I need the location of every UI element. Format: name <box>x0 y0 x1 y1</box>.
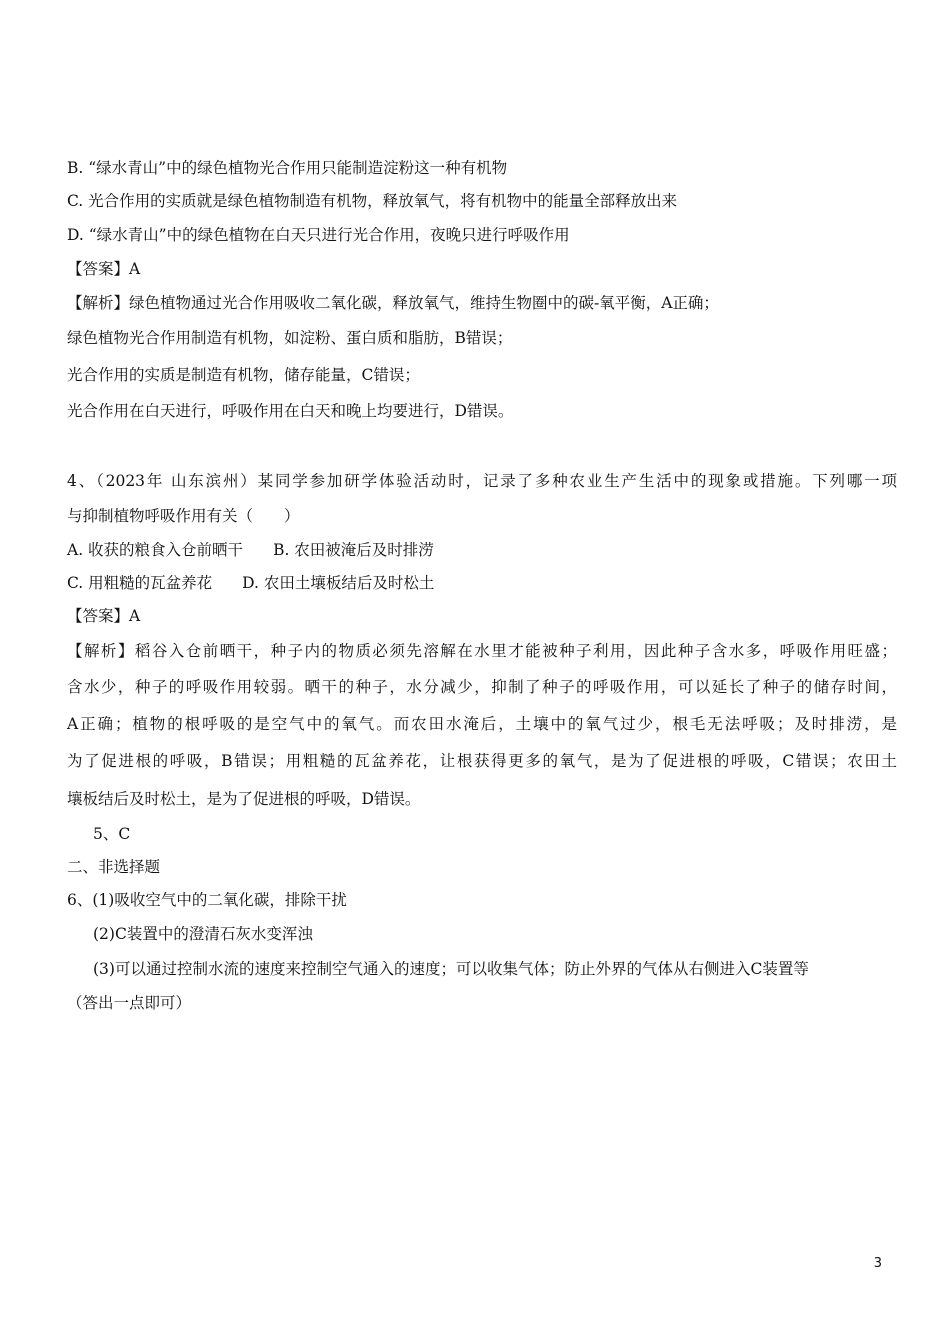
q4-analysis-line: A正确；植物的根呼吸的是空气中的氧气。而农田水淹后，土壤中的氧气过少，根毛无法呼吸；及时排涝，是 <box>67 715 897 733</box>
q4-option-c: C. 用粗糙的瓦盆养花 <box>67 574 213 592</box>
q3-option-b: B. “绿水青山”中的绿色植物光合作用只能制造淀粉这一种有机物 <box>67 159 508 177</box>
q4-analysis-line: 【解析】稻谷入仓前晒干，种子内的物质必须先溶解在水里才能被种子利用，因此种子含水多，呼吸作用旺盛； <box>67 642 897 660</box>
q4-answer: 【答案】A <box>67 607 141 625</box>
q6-part-2: (2)C装置中的澄清石灰水变浑浊 <box>93 925 313 943</box>
q3-analysis-line: 绿色植物光合作用制造有机物，如淀粉、蛋白质和脂肪，B错误； <box>67 329 513 347</box>
q4-option-d: D. 农田土壤板结后及时松土 <box>242 574 435 592</box>
q4-analysis-line: 含水少，种子的呼吸作用较弱。晒干的种子，水分减少，抑制了种子的呼吸作用，可以延长了种子的储存时间， <box>67 678 897 696</box>
q3-option-c: C. 光合作用的实质就是绿色植物制造有机物，释放氧气，将有机物中的能量全部释放出来 <box>67 192 678 210</box>
q4-options-row <box>67 539 897 561</box>
q4-analysis-line: 为了促进根的呼吸，B错误；用粗糙的瓦盆养花，让根获得更多的氧气，是为了促进根的呼吸，C错误；农田土 <box>67 752 897 770</box>
section-heading: 二、非选择题 <box>67 858 161 876</box>
q3-analysis-line: 【解析】绿色植物通过光合作用吸收二氧化碳，释放氧气，维持生物圈中的碳-氧平衡，A正确； <box>67 294 719 312</box>
q3-option-d: D. “绿水青山”中的绿色植物在白天只进行光合作用，夜晚只进行呼吸作用 <box>67 226 570 244</box>
q4-option-b: B. 农田被淹后及时排涝 <box>273 541 434 559</box>
q3-analysis-line: 光合作用在白天进行，呼吸作用在白天和晚上均要进行，D错误。 <box>67 402 514 420</box>
q4-option-a: A. 收获的粮食入仓前晒干 <box>67 541 244 559</box>
q6-part-3: (3)可以通过控制水流的速度来控制空气通入的速度；可以收集气体；防止外界的气体从右侧进入C装置等 <box>93 960 809 978</box>
q6-part-1: 6、(1)吸收空气中的二氧化碳，排除干扰 <box>67 891 347 909</box>
page-number: 3 <box>873 1256 882 1271</box>
q5-answer: 5、C <box>93 825 131 843</box>
q4-stem-line: 4、（2023年 山东滨州）某同学参加研学体验活动时，记录了多种农业生产生活中的现象或措施。下列哪一项 <box>67 472 897 490</box>
q3-answer: 【答案】A <box>67 260 141 278</box>
q4-stem-line: 与抑制植物呼吸作用有关（ ） <box>67 507 300 525</box>
q4-analysis-line: 壤板结后及时松土，是为了促进根的呼吸，D错误。 <box>67 790 421 808</box>
q6-part-3-note: （答出一点即可） <box>67 994 192 1012</box>
q4-options-row <box>67 572 897 594</box>
q3-analysis-line: 光合作用的实质是制造有机物，储存能量，C错误； <box>67 366 420 384</box>
